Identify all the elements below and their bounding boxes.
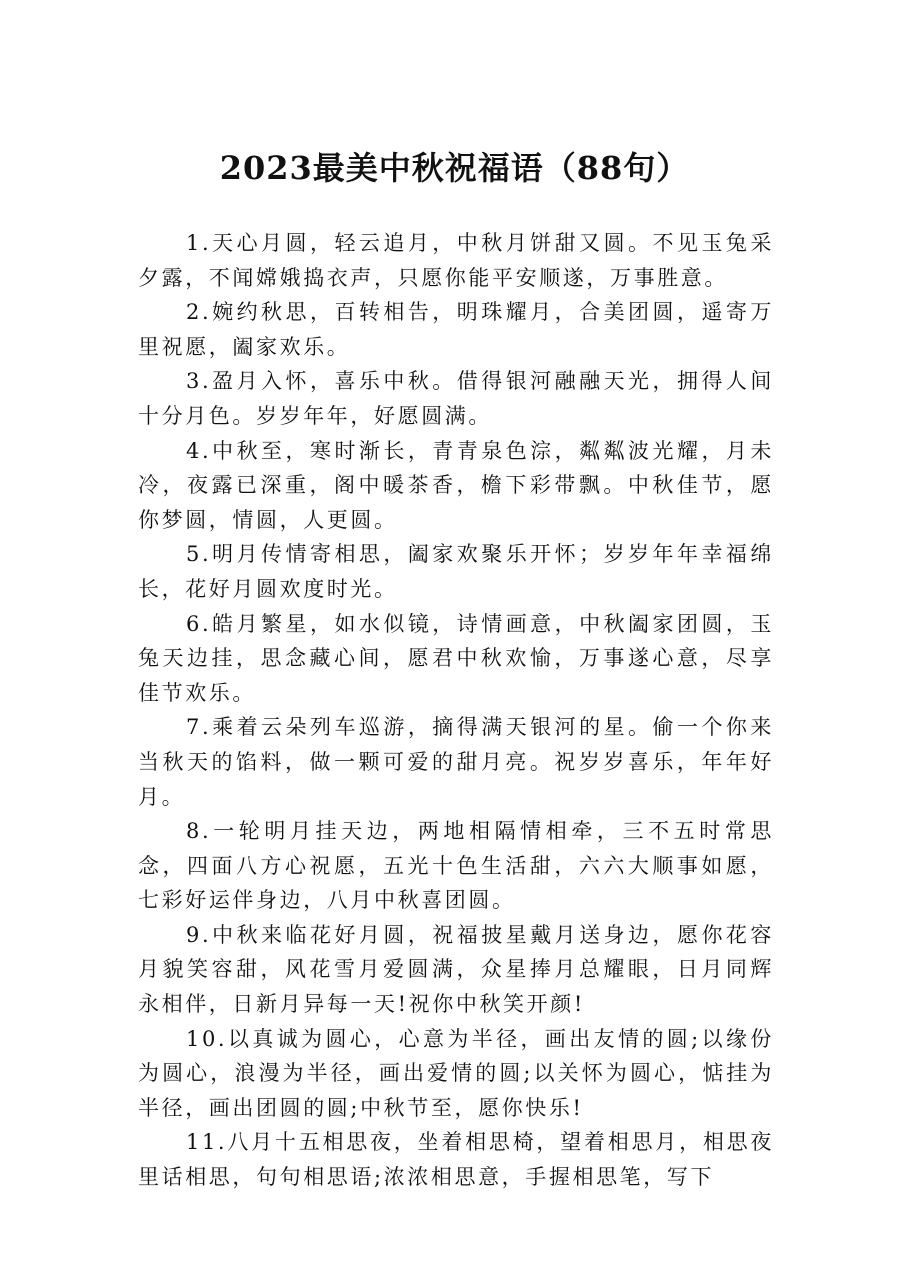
blessing-paragraph-5: 5.明月传情寄相思，阖家欢聚乐开怀；岁岁年年幸福绵长，花好月圆欢度时光。 — [138, 542, 774, 601]
blessing-paragraph-10: 10.以真诚为圆心，心意为半径，画出友情的圆;以缘份为圆心，浪漫为半径，画出爱情的圆;以关怀为圆心，惦挂为半径，画出团圆的圆;中秋节至，愿你快乐! — [138, 1026, 774, 1120]
blessing-paragraph-4: 4.中秋至，寒时渐长，青青泉色淙，粼粼波光耀，月未冷，夜露已深重，阁中暖茶香，檐下彩带飘。中秋佳节，愿你梦圆，情圆，人更圆。 — [138, 438, 774, 532]
document-title: 2023最美中秋祝福语（88句） — [219, 149, 690, 187]
blessing-paragraph-1: 1.天心月圆，轻云追月，中秋月饼甜又圆。不见玉兔采夕露，不闻嫦娥捣衣声，只愿你能平安顺遂，万事胜意。 — [138, 231, 774, 290]
blessing-paragraph-7: 7.乘着云朵列车巡游，摘得满天银河的星。偷一个你来当秋天的馅料，做一颗可爱的甜月亮。祝岁岁喜乐，年年好月。 — [138, 715, 774, 809]
blessing-paragraph-6: 6.皓月繁星，如水似镜，诗情画意，中秋阖家团圆，玉兔天边挂，思念藏心间，愿君中秋欢愉，万事遂心意，尽享佳节欢乐。 — [138, 611, 774, 705]
blessing-paragraph-3: 3.盈月入怀，喜乐中秋。借得银河融融天光，拥得人间十分月色。岁岁年年，好愿圆满。 — [138, 369, 774, 428]
document-body — [138, 226, 774, 1195]
blessing-paragraph-2: 2.婉约秋思，百转相告，明珠耀月，合美团圆，遥寄万里祝愿，阖家欢乐。 — [138, 300, 774, 359]
blessing-paragraph-9: 9.中秋来临花好月圆，祝福披星戴月送身边，愿你花容月貌笑容甜，风花雪月爱圆满，众星捧月总耀眼，日月同辉永相伴，日新月异每一天!祝你中秋笑开颜! — [138, 922, 774, 1017]
blessing-paragraph-11: 11.八月十五相思夜，坐着相思椅，望着相思月，相思夜里话相思，句句相思语;浓浓相思意，手握相思笔，写下 — [138, 1130, 774, 1190]
blessing-paragraph-8: 8.一轮明月挂天边，两地相隔情相牵，三不五时常思念，四面八方心祝愿，五光十色生活甜，六六大顺事如愿，七彩好运伴身边，八月中秋喜团圆。 — [138, 819, 774, 913]
